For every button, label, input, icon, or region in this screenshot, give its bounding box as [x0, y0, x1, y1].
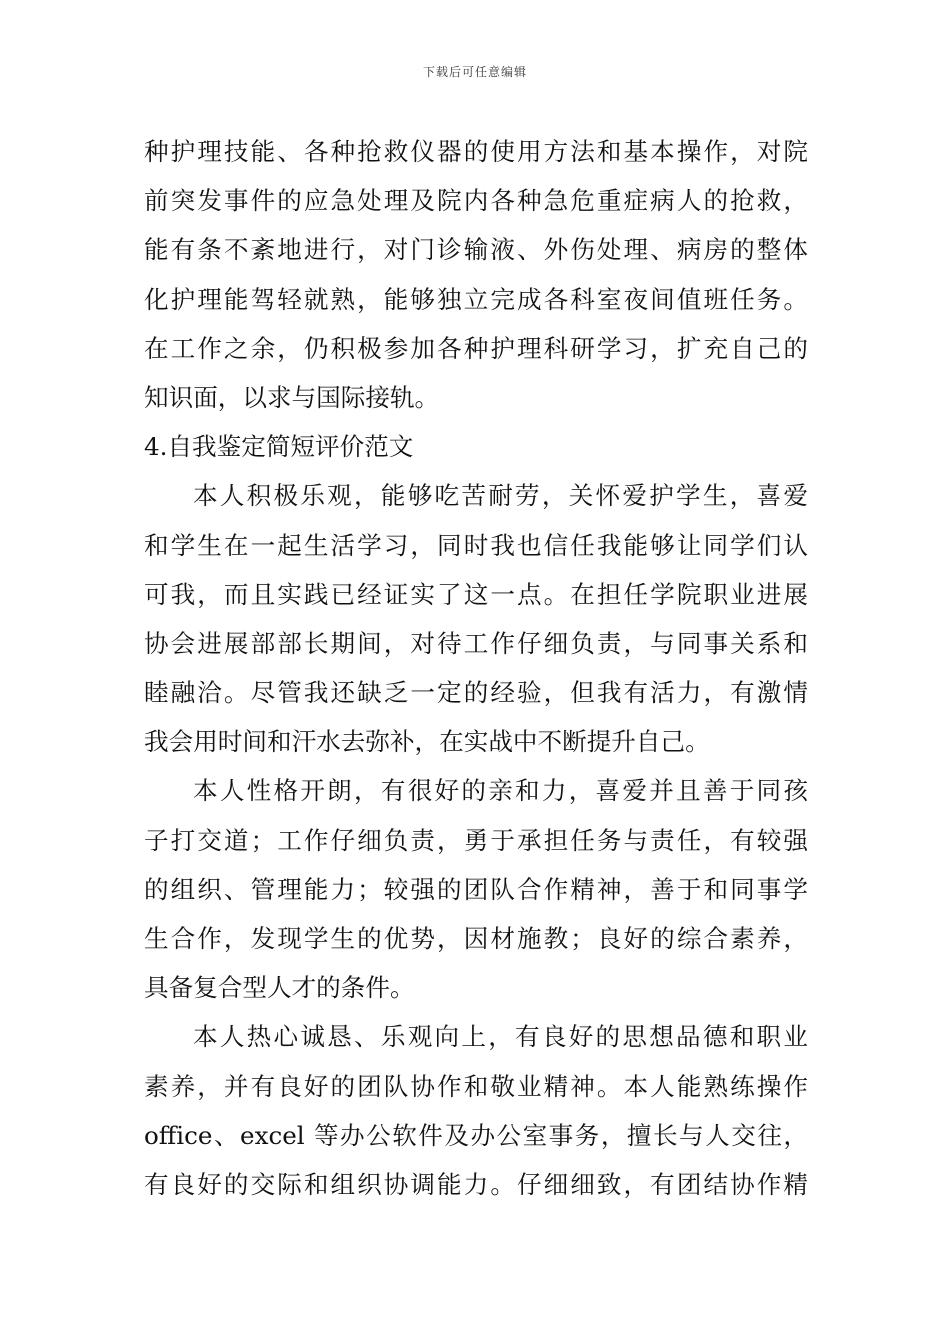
text-line: 生合作，发现学生的优势，因材施教；良好的综合素养，: [144, 924, 808, 953]
text-line: 和学生在一起生活学习，同时我也信任我能够让同学们认: [144, 530, 808, 560]
text-line: 前突发事件的应急处理及院内各种急危重症病人的抢救，: [144, 186, 808, 216]
text-line: 的组织、管理能力；较强的团队合作精神，善于和同事学: [144, 874, 808, 904]
text-line: 能有条不紊地进行，对门诊输液、外伤处理、病房的整体: [144, 235, 808, 265]
text-line: 具备复合型人才的条件。: [144, 973, 415, 1003]
text-line: 睦融洽。尽管我还缺乏一定的经验，但我有活力，有激情: [144, 678, 808, 708]
paragraph-first-line: 本人热心诚恳、乐观向上，有良好的思想品德和职业: [193, 1022, 808, 1052]
paragraph-first-line: 本人积极乐观，能够吃苦耐劳，关怀爱护学生，喜爱: [193, 481, 808, 511]
document-body: [144, 127, 808, 1209]
text-line: 化护理能驾轻就熟，能够独立完成各科室夜间值班任务。: [144, 284, 808, 314]
text-line: 可我，而且实践已经证实了这一点。在担任学院职业进展: [144, 579, 808, 609]
section-heading: 4.自我鉴定简短评价范文: [144, 432, 414, 462]
text-line: 子打交道；工作仔细负责，勇于承担任务与责任，有较强: [144, 825, 808, 855]
text-line: 知识面，以求与国际接轨。: [144, 382, 440, 412]
text-line: 协会进展部部长期间，对待工作仔细负责，与同事关系和: [144, 628, 808, 658]
text-line: 在工作之余，仍积极参加各种护理科研学习，扩充自己的: [144, 333, 808, 363]
text-line: office、excel 等办公软件及办公室事务，擅长与人交往，: [144, 1120, 808, 1150]
text-line: 有良好的交际和组织协调能力。仔细细致，有团结协作精: [144, 1169, 808, 1199]
text-line: 我会用时间和汗水去弥补，在实战中不断提升自己。: [144, 727, 710, 757]
paragraph-first-line: 本人性格开朗，有很好的亲和力，喜爱并且善于同孩: [193, 776, 808, 806]
text-line: 素养，并有良好的团队协作和敬业精神。本人能熟练操作: [144, 1071, 808, 1101]
page-header: 下载后可任意编辑: [422, 65, 527, 79]
text-line: 种护理技能、各种抢救仪器的使用方法和基本操作，对院: [144, 137, 808, 166]
